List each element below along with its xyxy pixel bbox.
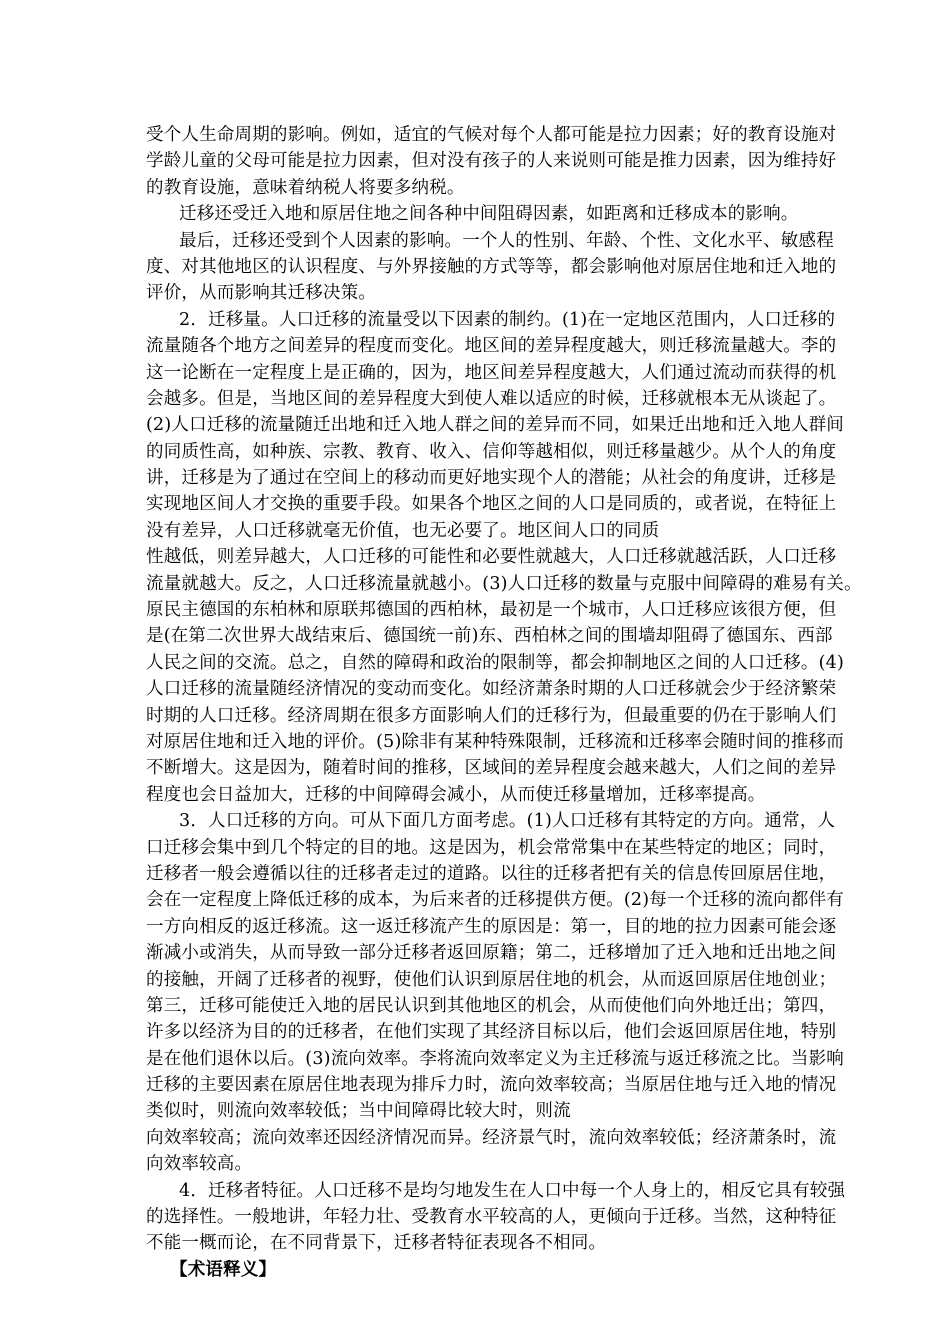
text-line: 迁移者一般会遵循以往的迁移者走过的道路。以往的迁移者把有关的信息传回原居住地， <box>146 863 837 884</box>
text-line: 的接触，开阔了迁移者的视野，使他们认识到原居住地的机会，从而返回原居住地创业； <box>146 969 837 990</box>
text-line: 度、对其他地区的认识程度、与外界接触的方式等等，都会影响他对原居住地和迁入地的 <box>146 256 837 277</box>
text-line: 的教育设施，意味着纳税人将要多纳税。 <box>146 177 465 198</box>
text-line: 不断增大。这是因为，随着时间的推移，区域间的差异程度会越来越大，人们之间的差异 <box>146 758 837 779</box>
text-line: 评价，从而影响其迁移决策。 <box>146 283 377 304</box>
text-line: 许多以经济为目的的迁移者，在他们实现了其经济目标以后，他们会返回原居住地，特别 <box>146 1022 837 1043</box>
text-line: 迁移还受迁入地和原居住地之间各种中间阻碍因素，如距离和迁移成本的影响。 <box>179 204 799 225</box>
text-line: 的同质性高，如种族、宗教、教育、收入、信仰等越相似，则迁移量越少。从个人的角度 <box>146 441 837 462</box>
text-line: 流量随各个地方之间差异的程度而变化。地区间的差异程度越大，则迁移流量越大。李的 <box>146 336 837 357</box>
section-heading-term-definitions: 【术语释义】 <box>170 1259 277 1280</box>
text-line: 没有差异，人口迁移就毫无价值，也无必要了。地区间人口的同质 <box>146 520 660 541</box>
text-line: 3．人口迁移的方向。可从下面几方面考虑。(1)人口迁移有其特定的方向。通常，人 <box>179 811 836 832</box>
text-line: 这一论断在一定程度上是正确的，因为，地区间差异程度越大，人们通过流动而获得的机 <box>146 362 837 383</box>
text-line: 性越低，则差异越大，人口迁移的可能性和必要性就越大，人口迁移就越活跃，人口迁移 <box>146 547 837 568</box>
text-line: 第三，迁移可能使迁入地的居民认识到其他地区的机会，从而使他们向外地迁出；第四， <box>146 995 837 1016</box>
text-line: 的选择性。一般地讲，年轻力壮、受教育水平较高的人，更倾向于迁移。当然，这种特征 <box>146 1207 837 1228</box>
text-line: 向效率较高。 <box>146 1154 253 1175</box>
text-line: 程度也会日益加大，迁移的中间障碍会减小，从而使迁移量增加，迁移率提高。 <box>146 784 766 805</box>
text-line: 不能一概而论，在不同背景下，迁移者特征表现各不相同。 <box>146 1233 607 1254</box>
text-line: 口迁移会集中到几个特定的目的地。这是因为，机会常常集中在某些特定的地区；同时， <box>146 837 837 858</box>
text-line: 迁移的主要因素在原居住地表现为排斥力时，流向效率较高；当原居住地与迁入地的情况 <box>146 1075 837 1096</box>
text-line: 会在一定程度上降低迁移的成本，为后来者的迁移提供方便。(2)每一个迁移的流向都伴有 <box>146 890 844 911</box>
text-line: 4．迁移者特征。人口迁移不是均匀地发生在人口中每一个人身上的，相反它具有较强 <box>179 1180 846 1201</box>
text-line: 是在他们退休以后。(3)流向效率。李将流向效率定义为主迁移流与返迁移流之比。当影响 <box>146 1048 844 1069</box>
text-line: 一方向相反的返迁移流。这一返迁移流产生的原因是：第一，目的地的拉力因素可能会逐 <box>146 916 837 937</box>
text-line: 流量就越大。反之，人口迁移流量就越小。(3)人口迁移的数量与克服中间障碍的难易有关。 <box>146 573 862 594</box>
text-line: 受个人生命周期的影响。例如，适宜的气候对每个人都可能是拉力因素；好的教育设施对 <box>146 125 837 145</box>
text-line: 人口迁移的流量随经济情况的变动而变化。如经济萧条时期的人口迁移就会少于经济繁荣 <box>146 679 837 700</box>
document-body <box>146 122 862 1283</box>
text-line: 2．迁移量。人口迁移的流量受以下因素的制约。(1)在一定地区范围内，人口迁移的 <box>179 309 836 330</box>
text-line: 渐减小或消失，从而导致一部分迁移者返回原籍；第二，迁移增加了迁入地和迁出地之间 <box>146 943 837 964</box>
text-line: 对原居住地和迁入地的评价。(5)除非有某种特殊限制，迁移流和迁移率会随时间的推移而 <box>146 731 844 752</box>
text-line: 实现地区间人才交换的重要手段。如果各个地区之间的人口是同质的，或者说，在特征上 <box>146 494 837 515</box>
text-line: 向效率较高；流向效率还因经济情况而异。经济景气时，流向效率较低；经济萧条时，流 <box>146 1127 837 1148</box>
text-line: 人民之间的交流。总之，自然的障碍和政治的限制等，都会抑制地区之间的人口迁移。(4) <box>146 652 844 673</box>
text-line: 会越多。但是，当地区间的差异程度大到使人难以适应的时候，迁移就根本无从谈起了。 <box>146 388 837 409</box>
text-line: 讲，迁移是为了通过在空间上的移动而更好地实现个人的潜能；从社会的角度讲，迁移是 <box>146 468 837 489</box>
text-line: 最后，迁移还受到个人因素的影响。一个人的性别、年龄、个性、文化水平、敏感程 <box>179 230 834 251</box>
text-line: 类似时，则流向效率较低；当中间障碍比较大时，则流 <box>146 1101 571 1122</box>
text-line: 是(在第二次世界大战结束后、德国统一前)东、西柏林之间的围墙却阻碍了德国东、西部 <box>146 626 833 647</box>
text-line: 学龄儿童的父母可能是拉力因素，但对没有孩子的人来说则可能是推力因素，因为维持好 <box>146 151 837 172</box>
text-line: (2)人口迁移的流量随迁出地和迁入地人群之间的差异而不同，如果迁出地和迁入地人群间 <box>146 415 844 436</box>
text-line: 时期的人口迁移。经济周期在很多方面影响人们的迁移行为，但最重要的仍在于影响人们 <box>146 705 837 726</box>
text-line: 原民主德国的东柏林和原联邦德国的西柏林，最初是一个城市，人口迁移应该很方便，但 <box>146 600 837 621</box>
